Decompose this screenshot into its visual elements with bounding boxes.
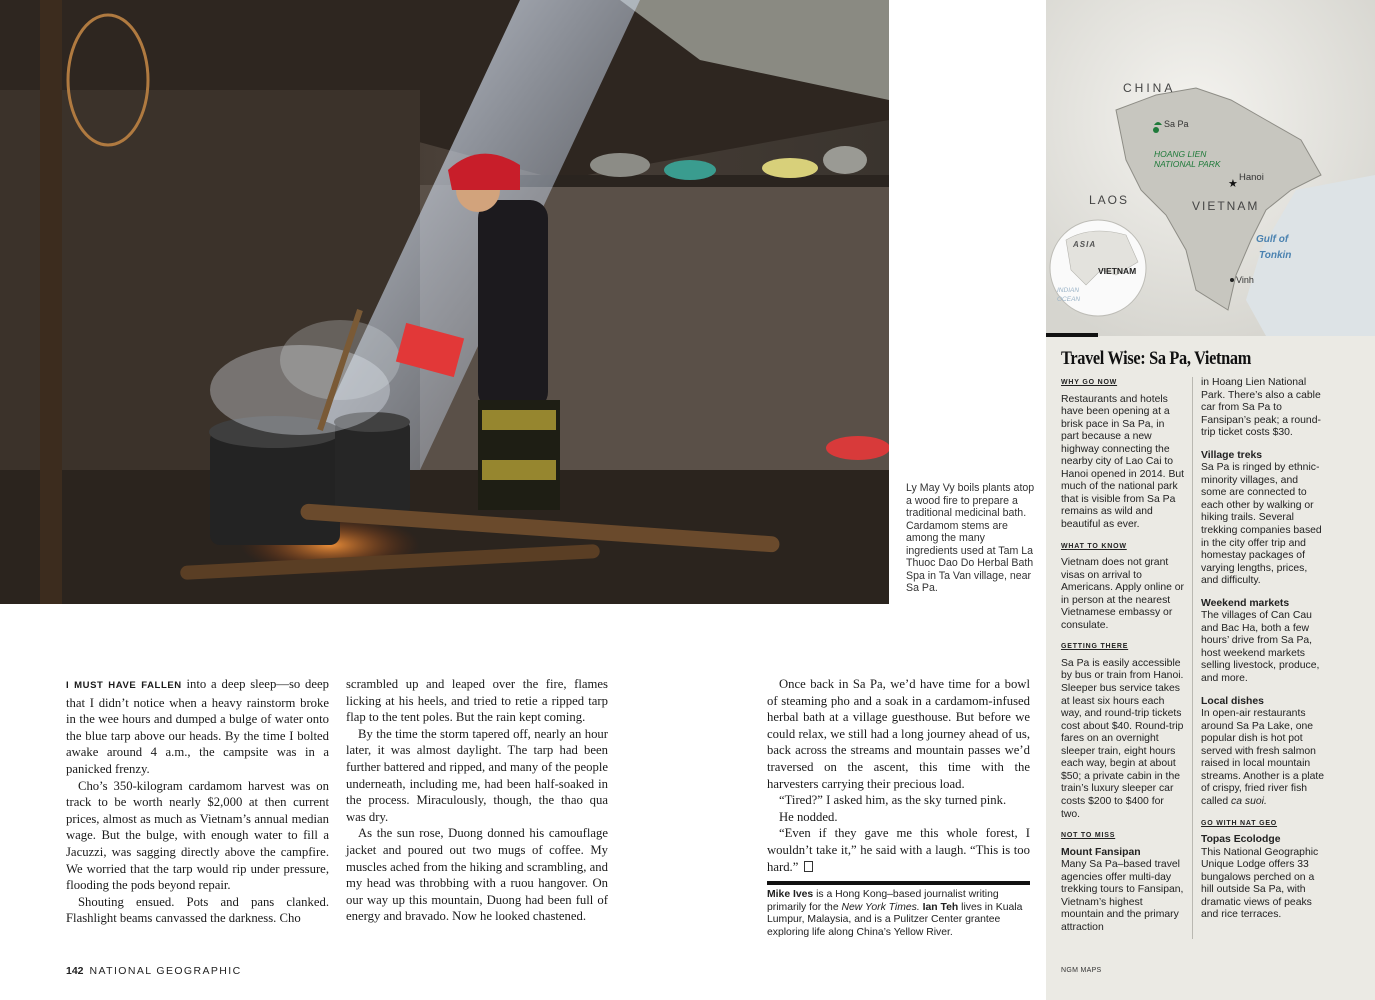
item-heading: Topas Ecolodge [1201,834,1281,846]
sidebar-column-2 [1201,377,1326,922]
paragraph: Cho’s 350-kilogram cardamom harvest was on track to be worth nearly $2,000 at then current prices, almost as much as Vietnam’s annual median wage. But the bulge, with enough water to fill a Jacuzzi, was sagging directly above the campfire. We worried that the tarp would rip under pressure, flooding the pods beyond repair. [66,778,329,893]
item-heading: Village treks [1201,449,1263,461]
section-text: In open-air restaurants around Sa Pa Lake, one popular dish is hot pot served with fresh salmon raised in local mountain streams. Another is a plate of crispy, fried river fish called ca suoi. [1201,708,1325,807]
section-text: Sa Pa is easily accessible by bus or train from Hanoi. Sleeper bus service takes at least six hours each way, and round-trip tickets cost about $40. Round-trip fares on an overnight sleeper train, eight hours each way, begin at about $50; a private cabin in the train’s luxury sleeper car costs $200 to $400 for two. [1061,657,1184,820]
paragraph: Once back in Sa Pa, we’d have time for a bowl of steaming pho and a soak in a cardamom-infused herbal bath at a village guesthouse. But before we could relax, we still had a long journey ahead of us, back across the streams and mountain passes we’d traversed on the ascent, this time with the harvesters carrying their precious load. [767,677,1030,791]
section-label-know: WHAT TO KNOW [1061,542,1127,550]
sidebar-column-1 [1061,377,1185,934]
map-label-sapa: Sa Pa [1164,119,1189,129]
lead-in: I MUST HAVE FALLEN [66,680,182,691]
map-label-china: CHINA [1123,81,1176,95]
paragraph: Shouting ensued. Pots and pans clanked. Flashlight beams canvassed the darkness. Cho [66,894,329,926]
paragraph: “Tired?” I asked him, as the sky turned pink. [779,793,1007,808]
section-label-natgeo: GO WITH NAT GEO [1201,819,1278,827]
hanoi-star-icon: ★ [1228,178,1238,190]
hero-photo [0,0,889,604]
item-heading: Local dishes [1201,695,1264,707]
map-label-vietnam: VIETNAM [1192,199,1260,213]
article-column-3 [767,676,1030,875]
section-text: Vietnam does not grant visas on arrival to Americans. Apply online or in person at the nearest Vietnamese embassy or consulate. [1061,557,1185,631]
author-bio: Mike Ives is a Hong Kong–based journalist writing primarily for the New York Times. Ian Teh lives in Kuala Lumpur, Malaysia, and is a Pulitzer Center grantee exploring life along China’s Yellow River. [767,889,1023,938]
map-label-vinh: Vinh [1236,275,1254,285]
section-label-why: WHY GO NOW [1061,379,1118,386]
item-heading: Weekend markets [1201,597,1290,609]
page-number: 142 [66,965,84,977]
bio-rule [767,881,1030,885]
map-credit: NGM MAPS [1061,967,1102,974]
map-label-gulf-1: Gulf of [1256,234,1289,245]
map-label-park-2: NATIONAL PARK [1154,159,1221,169]
section-label-miss: NOT TO MISS [1061,832,1116,840]
map-label-hanoi: Hanoi [1239,172,1264,183]
photo-caption: Ly May Vy boils plants atop a wood fire to prepare a traditional medicinal bath. Cardamom stems are among the many ingredients used at Tam La Thuoc Dao Do Herbal Bath Spa in Ta Van village, near Sa Pa. [906,482,1035,594]
kitchen-photo-illustration [0,0,889,604]
paragraph: “Even if they gave me this whole forest, I wouldn’t take it,” he said with a laugh. “This is too hard.” [767,826,1030,874]
article-column-1 [66,676,329,927]
sidebar-title: Travel Wise: Sa Pa, Vietnam [1061,348,1251,369]
locator-map [1046,0,1375,336]
paragraph: I MUST HAVE FALLEN into a deep sleep—so deep that I didn’t notice when a heavy rainstorm broke in the wee hours and dumped a bulge of water onto the blue tarp above our heads. By the time I bolted awake around 4 a.m., the campsite was in a panicked frenzy. [66,677,329,776]
inset-label-ocean-2: OCEAN [1057,296,1081,303]
inset-label-ocean-1: INDIAN [1057,287,1080,294]
folio [66,965,242,977]
map-label-laos: LAOS [1089,193,1130,207]
paragraph: scrambled up and leaped over the fire, flames licking at his heels, and tried to retie a ripped tarp flap to the tent poles. But the rain kept coming. [346,677,608,725]
inset-label-asia: ASIA [1073,240,1097,249]
map-label-park-1: HOANG LIEN [1154,149,1207,159]
sidebar-divider [1192,377,1193,939]
inset-label-vietnam: VIETNAM [1098,266,1137,276]
section-text: Many Sa Pa–based travel agencies offer multi-day trekking tours to Fansipan, Vietnam’s highest mountain and the primary attraction [1061,859,1184,933]
item-heading: Mount Fansipan [1061,846,1141,858]
section-label-getting: GETTING THERE [1061,643,1129,651]
paragraph: He nodded. [779,809,838,824]
section-text: Restaurants and hotels have been opening at a brisk pace in Sa Pa, in part because a new highway connecting the nearby city of Lao Cai to Hanoi opened in 2014. But much of the national park that is visible from Sa Pa remains as wild and beautiful as ever. [1061,393,1185,531]
sidebar-rule [1046,333,1098,337]
section-text: in Hoang Lien National Park. There’s also a cable car from Sa Pa to Fansipan’s peak; a round-trip ticket costs $30. [1201,377,1321,439]
section-text: This National Geographic Unique Lodge offers 33 bungalows perched on a hill outside Sa Pa, with dramatic views of peaks and rice terraces. [1201,846,1319,921]
end-mark-icon [804,861,813,872]
section-text: Sa Pa is ringed by ethnic-minority villages, and some are connected to each other by walking or hiking trails. Several trekking companies based in the city offer trip and homestay packages of varying lengths, prices, and difficulty. [1201,462,1322,587]
paragraph: As the sun rose, Duong donned his camouflage jacket and poured out two mugs of coffee. My muscles ached from the hiking and scrambling, and my head was throbbing with a ruou hangover. On our way up this mountain, Duong had been full of energy and bravado. Now he looked chastened. [346,826,608,924]
map-label-gulf-2: Tonkin [1259,250,1292,261]
paragraph: By the time the storm tapered off, nearly an hour later, it was almost daylight. The tarp had been further battered and ripped, and many of the people underneath, including me, had been half-soaked in the process. Miraculously, though, the thao qua was dry. [346,726,608,824]
section-text: The villages of Can Cau and Bac Ha, both a few hours’ drive from Sa Pa, host weekend markets selling livestock, produce, and more. [1201,610,1320,685]
article-column-2 [346,676,608,925]
magazine-name: NATIONAL GEOGRAPHIC [89,965,242,977]
